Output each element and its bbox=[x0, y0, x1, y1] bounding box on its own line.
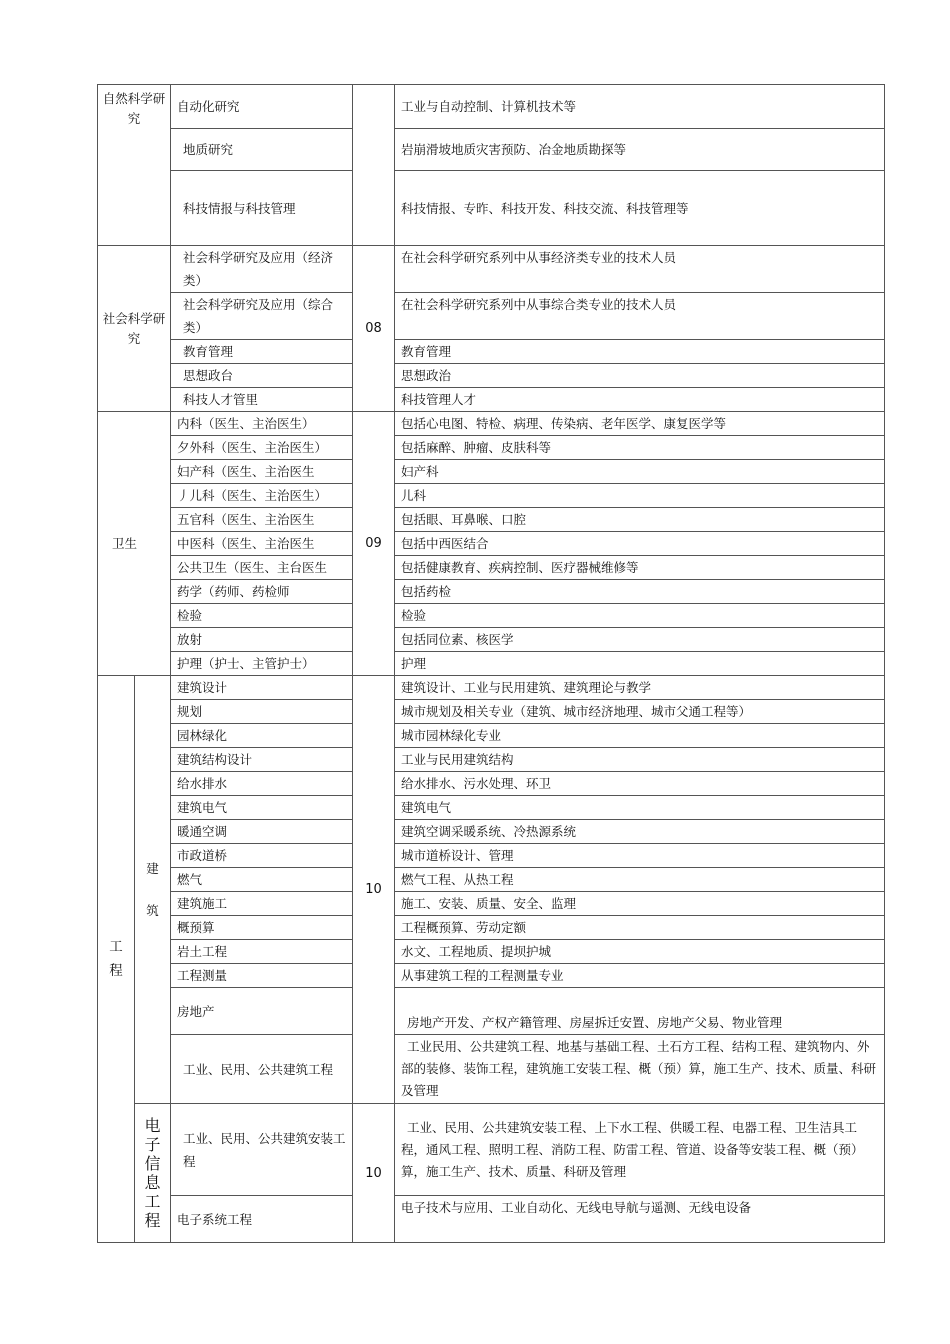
specialty-cell: 园林绿化 bbox=[171, 724, 353, 748]
specialty-cell: 给水排水 bbox=[171, 772, 353, 796]
specialty-cell: 公共卫生（医生、主台医生 bbox=[171, 556, 353, 580]
specialty-cell: 工程测量 bbox=[171, 964, 353, 988]
specialty-cell: 放射 bbox=[171, 628, 353, 652]
scope-cell: 教育管理 bbox=[395, 340, 885, 364]
scope-cell: 工业民用、公共建筑工程、地基与基础工程、土石方工程、结构工程、建筑物内、外部的装修、装饰工程，建筑施工安装工程、概（预）算，施工生产、技术、质量、科研及管理 bbox=[395, 1035, 885, 1104]
specialty-cell: 药学（药师、药检师 bbox=[171, 580, 353, 604]
document-page bbox=[97, 84, 885, 1243]
scope-cell: 工程概预算、劳动定额 bbox=[395, 916, 885, 940]
specialty-cell: 教育管理 bbox=[171, 340, 353, 364]
scope-cell: 包括眼、耳鼻喉、口腔 bbox=[395, 508, 885, 532]
table-row bbox=[98, 532, 885, 556]
subgroup-cell bbox=[135, 1104, 171, 1243]
table-row bbox=[98, 364, 885, 388]
specialty-cell: 电子系统工程 bbox=[171, 1196, 353, 1243]
specialty-cell: 科技情报与科技管理 bbox=[171, 171, 353, 246]
scope-cell: 城市规划及相关专业（建筑、城市经济地理、城市父通工程等） bbox=[395, 700, 885, 724]
scope-cell: 儿科 bbox=[395, 484, 885, 508]
scope-cell: 从事建筑工程的工程测量专业 bbox=[395, 964, 885, 988]
scope-cell: 水文、工程地质、提坝护城 bbox=[395, 940, 885, 964]
scope-cell: 检验 bbox=[395, 604, 885, 628]
specialty-cell: 建筑设计 bbox=[171, 676, 353, 700]
scope-cell: 包括药检 bbox=[395, 580, 885, 604]
table-row bbox=[98, 293, 885, 340]
scope-cell: 包括心电图、特检、病理、传染病、老年医学、康复医学等 bbox=[395, 412, 885, 436]
scope-cell: 在社会科学研究系列中从事经济类专业的技术人员 bbox=[395, 246, 885, 293]
table-row bbox=[98, 628, 885, 652]
table-row bbox=[98, 388, 885, 412]
specialty-cell: 五官科（医生、主治医生 bbox=[171, 508, 353, 532]
scope-cell: 建筑空调采暖系统、冷热源系统 bbox=[395, 820, 885, 844]
scope-cell: 建筑电气 bbox=[395, 796, 885, 820]
scope-cell: 包括麻醉、肿瘤、皮肤科等 bbox=[395, 436, 885, 460]
specialty-cell: 建筑施工 bbox=[171, 892, 353, 916]
specialty-cell: 社会科学研究及应用（经济类） bbox=[171, 246, 353, 293]
scope-cell: 思想政治 bbox=[395, 364, 885, 388]
specialty-cell: 地质研究 bbox=[171, 129, 353, 171]
table-row bbox=[98, 1196, 885, 1243]
specialty-cell: 规划 bbox=[171, 700, 353, 724]
specialty-cell: 社会科学研究及应用（综合类） bbox=[171, 293, 353, 340]
scope-cell: 房地产开发、产权产籍管理、房屋拆迁安置、房地产父易、物业管理 bbox=[395, 988, 885, 1035]
table-row bbox=[98, 892, 885, 916]
specialty-cell: 检验 bbox=[171, 604, 353, 628]
table-row bbox=[98, 171, 885, 246]
table-row bbox=[98, 940, 885, 964]
scope-cell: 在社会科学研究系列中从事综合类专业的技术人员 bbox=[395, 293, 885, 340]
code-cell bbox=[353, 85, 395, 246]
scope-cell: 科技管理人才 bbox=[395, 388, 885, 412]
category-label: 工程 bbox=[109, 939, 123, 979]
table-row bbox=[98, 1104, 885, 1196]
specialty-cell: 市政道桥 bbox=[171, 844, 353, 868]
specialty-cell: 中医科（医生、主治医生 bbox=[171, 532, 353, 556]
scope-cell: 城市道桥设计、管理 bbox=[395, 844, 885, 868]
table-row bbox=[98, 1035, 885, 1104]
specialty-cell: 科技人才管里 bbox=[171, 388, 353, 412]
table-row bbox=[98, 484, 885, 508]
table-row bbox=[98, 340, 885, 364]
table-row bbox=[98, 652, 885, 676]
specialty-table bbox=[97, 84, 885, 1243]
category-cell bbox=[98, 676, 135, 1243]
specialty-cell: 燃气 bbox=[171, 868, 353, 892]
table-row bbox=[98, 916, 885, 940]
specialty-cell: 建筑结构设计 bbox=[171, 748, 353, 772]
specialty-cell: 内科（医生、主治医生） bbox=[171, 412, 353, 436]
scope-cell: 包括健康教育、疾病控制、医疗器械维修等 bbox=[395, 556, 885, 580]
table-row bbox=[98, 85, 885, 129]
scope-cell: 妇产科 bbox=[395, 460, 885, 484]
scope-cell: 给水排水、污水处理、环卫 bbox=[395, 772, 885, 796]
table-row bbox=[98, 436, 885, 460]
table-row bbox=[98, 556, 885, 580]
specialty-cell: 工业、民用、公共建筑安装工程 bbox=[171, 1104, 353, 1196]
scope-cell: 燃气工程、从热工程 bbox=[395, 868, 885, 892]
specialty-cell: 丿儿科（医生、主治医生） bbox=[171, 484, 353, 508]
subgroup-cell bbox=[135, 676, 171, 1104]
table-row bbox=[98, 820, 885, 844]
table-row bbox=[98, 796, 885, 820]
scope-cell: 工业与自动控制、计算机技术等 bbox=[395, 85, 885, 129]
specialty-cell: 夕外科（医生、主治医生） bbox=[171, 436, 353, 460]
table-row bbox=[98, 772, 885, 796]
scope-cell: 包括同位素、核医学 bbox=[395, 628, 885, 652]
code-cell: 10 bbox=[353, 676, 395, 1104]
table-row bbox=[98, 460, 885, 484]
table-row bbox=[98, 700, 885, 724]
table-row bbox=[98, 129, 885, 171]
scope-cell: 施工、安装、质量、安全、监理 bbox=[395, 892, 885, 916]
table-row bbox=[98, 988, 885, 1035]
subgroup-label: 建筑 bbox=[146, 860, 159, 918]
specialty-cell: 概预算 bbox=[171, 916, 353, 940]
table-row bbox=[98, 580, 885, 604]
scope-cell: 电子技术与应用、工业自动化、无线电导航与遥测、无线电设备 bbox=[395, 1196, 885, 1243]
code-cell: 08 bbox=[353, 246, 395, 412]
specialty-cell: 护理（护士、主管护士） bbox=[171, 652, 353, 676]
scope-cell: 科技情报、专昨、科技开发、科技交流、科技管理等 bbox=[395, 171, 885, 246]
scope-cell: 工业、民用、公共建筑安装工程、上下水工程、供暖工程、电器工程、卫生洁具工程，通风工程、照明工程、消防工程、防雷工程、管道、设备等安装工程、概（预）算，施工生产、技术、质量、科研及管理 bbox=[395, 1104, 885, 1196]
scope-cell: 城市园林绿化专业 bbox=[395, 724, 885, 748]
specialty-cell: 思想政台 bbox=[171, 364, 353, 388]
table-row bbox=[98, 676, 885, 700]
category-cell: 自然科学研究 bbox=[98, 85, 171, 246]
table-row bbox=[98, 246, 885, 293]
scope-cell: 岩崩滑坡地质灾害预防、冶金地质勘探等 bbox=[395, 129, 885, 171]
scope-cell: 包括中西医结合 bbox=[395, 532, 885, 556]
code-cell: 09 bbox=[353, 412, 395, 676]
table-row bbox=[98, 508, 885, 532]
table-row bbox=[98, 724, 885, 748]
table-row bbox=[98, 748, 885, 772]
specialty-cell: 岩土工程 bbox=[171, 940, 353, 964]
specialty-cell: 妇产科（医生、主治医生 bbox=[171, 460, 353, 484]
subgroup-label: 电子信息工程 bbox=[144, 1116, 161, 1230]
table-row bbox=[98, 868, 885, 892]
table-row bbox=[98, 844, 885, 868]
category-cell: 卫生 bbox=[98, 412, 171, 676]
category-cell: 社会科学研究 bbox=[98, 246, 171, 412]
specialty-cell: 建筑电气 bbox=[171, 796, 353, 820]
specialty-cell: 自动化研究 bbox=[171, 85, 353, 129]
table-row bbox=[98, 412, 885, 436]
scope-cell: 工业与民用建筑结构 bbox=[395, 748, 885, 772]
specialty-cell: 暖通空调 bbox=[171, 820, 353, 844]
specialty-cell: 房地产 bbox=[171, 988, 353, 1035]
table-row bbox=[98, 604, 885, 628]
scope-cell: 护理 bbox=[395, 652, 885, 676]
table-row bbox=[98, 964, 885, 988]
code-cell: 10 bbox=[353, 1104, 395, 1243]
scope-cell: 建筑设计、工业与民用建筑、建筑理论与教学 bbox=[395, 676, 885, 700]
specialty-cell: 工业、民用、公共建筑工程 bbox=[171, 1035, 353, 1104]
